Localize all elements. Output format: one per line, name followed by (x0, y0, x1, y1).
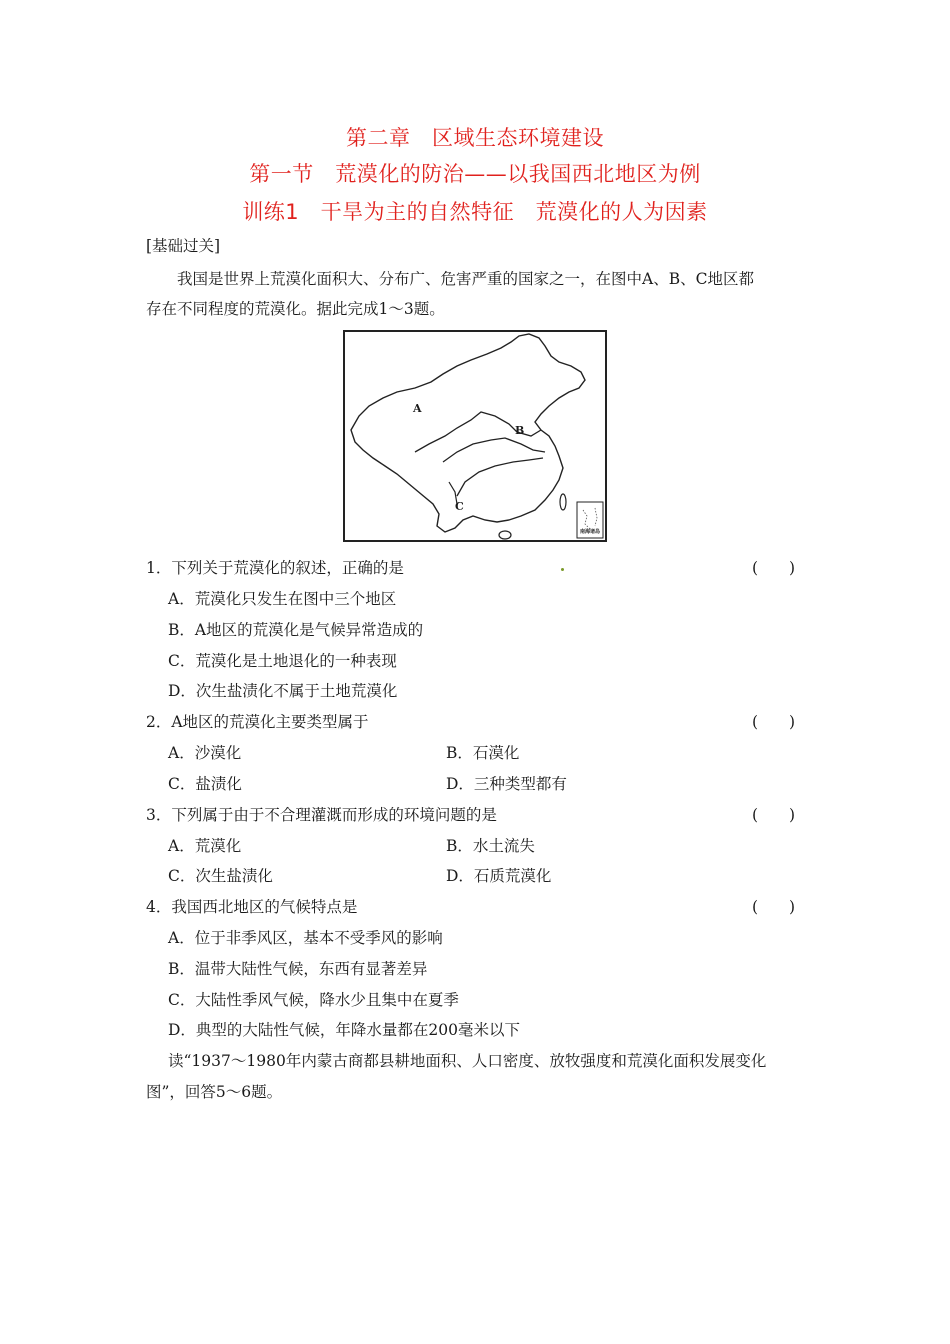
question-1-stem: 1．下列关于荒漠化的叙述，正确的是 (146, 559, 404, 577)
q1-option-b: B．A地区的荒漠化是气候异常造成的 (168, 621, 424, 639)
q4-option-c: C．大陆性季风气候，降水少且集中在夏季 (168, 991, 459, 1009)
q3-option-b: B．水土流失 (446, 837, 535, 855)
intro-line-1: 我国是世界上荒漠化面积大、分布广、危害严重的国家之一，在图中A、B、C地区都 (177, 270, 754, 288)
q1-option-c: C．荒漠化是土地退化的一种表现 (168, 652, 397, 670)
reading-line-2: 图”，回答5～6题。 (146, 1083, 283, 1101)
q3-option-c: C．次生盐渍化 (168, 867, 273, 885)
q3-option-a: A．荒漠化 (168, 837, 242, 855)
q2-option-a: A．沙漠化 (168, 744, 242, 762)
q4-option-a: A．位于非季风区，基本不受季风的影响 (168, 929, 443, 947)
answer-bracket-4: ( ) (752, 898, 796, 916)
reading-line-1: 读“1937～1980年内蒙古商都县耕地面积、人口密度、放牧强度和荒漠化面积发展变化 (168, 1052, 767, 1070)
q1-option-a: A．荒漠化只发生在图中三个地区 (168, 590, 397, 608)
category-label: [基础过关] (146, 237, 221, 255)
stray-dot (561, 568, 564, 571)
training-title: 训练1 干旱为主的自然特征 荒漠化的人为因素 (242, 200, 708, 224)
china-map-outline (345, 332, 605, 540)
map-label-a: A (413, 402, 422, 415)
answer-bracket-2: ( ) (752, 713, 796, 731)
q2-option-c: C．盐渍化 (168, 775, 242, 793)
q4-option-d: D．典型的大陆性气候，年降水量都在200毫米以下 (168, 1021, 521, 1039)
intro-line-2: 存在不同程度的荒漠化。据此完成1～3题。 (146, 300, 445, 318)
q4-option-b: B．温带大陆性气候，东西有显著差异 (168, 960, 428, 978)
section-title: 第一节 荒漠化的防治——以我国西北地区为例 (249, 162, 701, 186)
question-4-stem: 4．我国西北地区的气候特点是 (146, 898, 358, 916)
inset-label: 南海诸岛 (579, 529, 600, 535)
question-3-stem: 3．下列属于由于不合理灌溉而形成的环境问题的是 (146, 806, 497, 824)
q2-option-b: B．石漠化 (446, 744, 520, 762)
q2-option-d: D．三种类型都有 (446, 775, 567, 793)
question-2-stem: 2．A地区的荒漠化主要类型属于 (146, 713, 369, 731)
china-map-figure (343, 330, 607, 542)
q3-option-d: D．石质荒漠化 (446, 867, 552, 885)
q1-option-d: D．次生盐渍化不属于土地荒漠化 (168, 682, 398, 700)
answer-bracket-3: ( ) (752, 806, 796, 824)
answer-bracket-1: ( ) (752, 559, 796, 577)
chapter-title: 第二章 区域生态环境建设 (346, 126, 604, 150)
map-label-b: B (515, 424, 525, 437)
map-label-c: C (455, 500, 464, 513)
